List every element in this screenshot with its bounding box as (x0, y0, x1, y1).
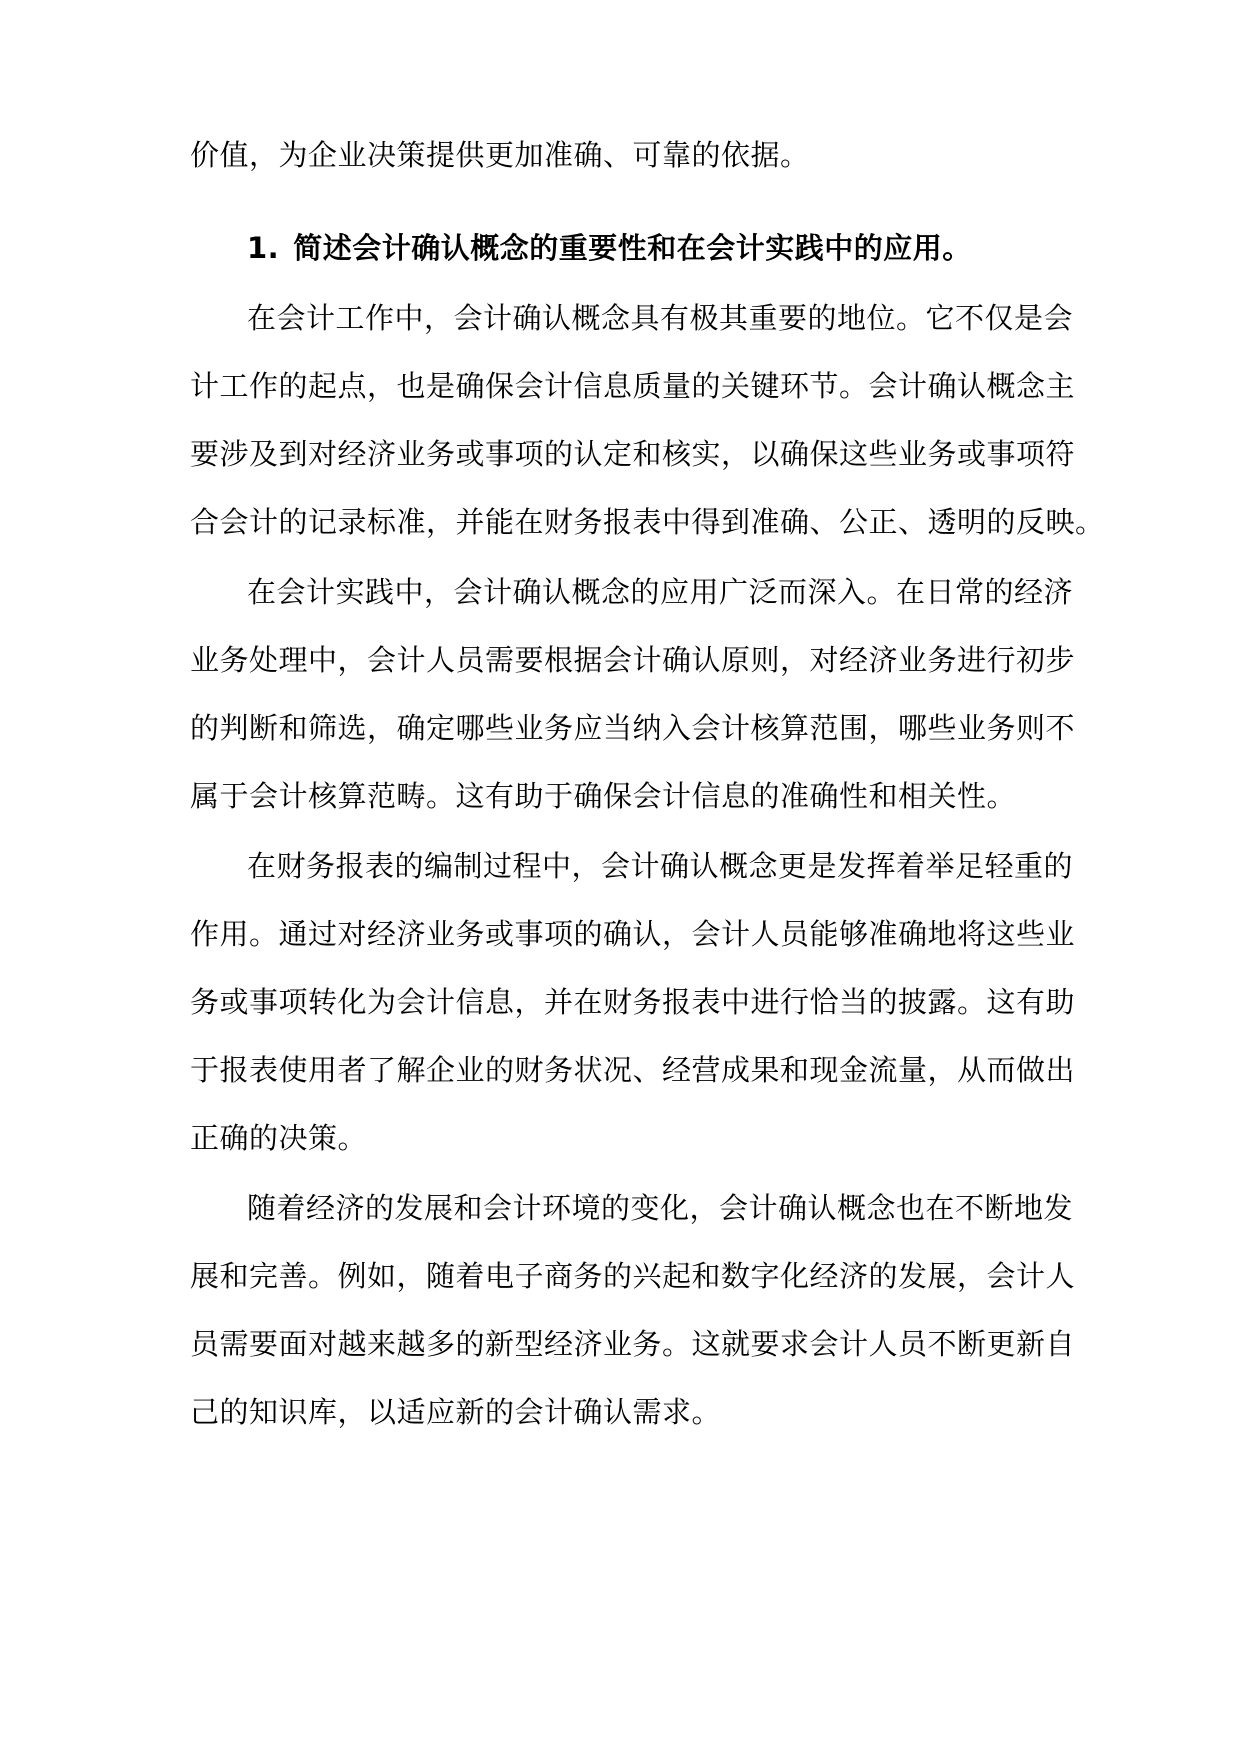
paragraph-3-line-5: 正确的决策。 (190, 1121, 368, 1155)
intro-tail-line: 价值，为企业决策提供更加准确、可靠的依据。 (190, 138, 810, 172)
paragraph-3-line-2: 作用。通过对经济业务或事项的确认，会计人员能够准确地将这些业 (190, 917, 1076, 951)
paragraph-1-line-3: 要涉及到对经济业务或事项的认定和核实，以确保这些业务或事项符 (190, 437, 1076, 471)
paragraph-2-line-4: 属于会计核算范畴。这有助于确保会计信息的准确性和相关性。 (190, 779, 1017, 813)
paragraph-3-line-1: 在财务报表的编制过程中，会计确认概念更是发挥着举足轻重的 (247, 849, 1074, 883)
paragraph-2-line-3: 的判断和筛选，确定哪些业务应当纳入会计核算范围，哪些业务则不 (190, 711, 1076, 745)
paragraph-1-line-2: 计工作的起点，也是确保会计信息质量的关键环节。会计确认概念主 (190, 369, 1076, 403)
paragraph-4-line-2: 展和完善。例如，随着电子商务的兴起和数字化经济的发展，会计人 (190, 1259, 1076, 1293)
paragraph-2-line-1: 在会计实践中，会计确认概念的应用广泛而深入。在日常的经济 (247, 575, 1074, 609)
paragraph-2-line-2: 业务处理中，会计人员需要根据会计确认原则，对经济业务进行初步 (190, 643, 1076, 677)
paragraph-4-line-1: 随着经济的发展和会计环境的变化，会计确认概念也在不断地发 (247, 1191, 1074, 1225)
paragraph-1-line-4: 合会计的记录标准，并能在财务报表中得到准确、公正、透明的反映。 (190, 505, 1105, 539)
paragraph-3-line-4: 于报表使用者了解企业的财务状况、经营成果和现金流量，从而做出 (190, 1053, 1076, 1087)
paragraph-4-line-3: 员需要面对越来越多的新型经济业务。这就要求会计人员不断更新自 (190, 1327, 1076, 1361)
section-heading (247, 210, 1070, 286)
section-number: 1. (247, 231, 280, 265)
paragraph-3-line-3: 务或事项转化为会计信息，并在财务报表中进行恰当的披露。这有助 (190, 985, 1076, 1019)
paragraph-4-line-4: 己的知识库，以适应新的会计确认需求。 (190, 1395, 722, 1429)
section-title: 简述会计确认概念的重要性和在会计实践中的应用。 (293, 231, 972, 265)
paragraph-1-line-1: 在会计工作中，会计确认概念具有极其重要的地位。它不仅是会 (247, 301, 1074, 335)
